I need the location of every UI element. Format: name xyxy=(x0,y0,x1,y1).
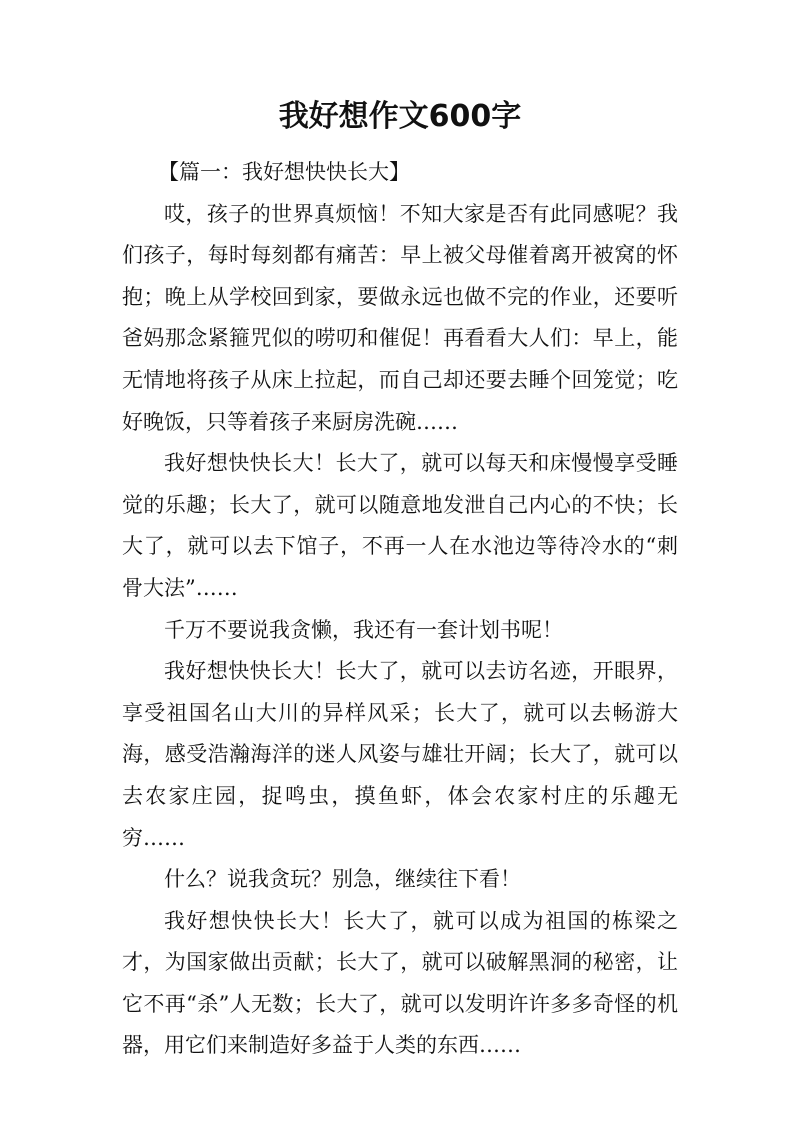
paragraph-3: 千万不要说我贪懒，我还有一套计划书呢！ xyxy=(164,617,563,642)
paragraph-6: 我好想快快长大！长大了，就可以成为祖国的栋梁之才，为国家做出贡献；长大了，就可以破解黑洞的秘密，让它不再“杀”人无数；长大了，就可以发明许许多多奇怪的机器，用它们来制造好多益于人类的东西…… xyxy=(122,908,678,1058)
document-title: 我好想作文600字 xyxy=(278,99,522,134)
section-heading: 【篇一：我好想快快长大】 xyxy=(158,160,410,184)
document-body xyxy=(122,152,678,1067)
paragraph-1: 哎，孩子的世界真烦恼！不知大家是否有此同感呢？我们孩子，每时每刻都有痛苦：早上被父母催着离开被窝的怀抱；晚上从学校回到家，要做永远也做不完的作业，还要听爸妈那念紧箍咒似的唠叨和催促！再看看大人们：早上，能无情地将孩子从床上拉起，而自己却还要去睡个回笼觉；吃好晚饭，只等着孩子来厨房洗碗…… xyxy=(122,201,678,434)
paragraph-4: 我好想快快长大！长大了，就可以去访名迹，开眼界，享受祖国名山大川的异样风采；长大了，就可以去畅游大海，感受浩瀚海洋的迷人风姿与雄壮开阔；长大了，就可以去农家庄园，捉鸣虫，摸鱼虾，体会农家村庄的乐趣无穷…… xyxy=(122,659,678,850)
paragraph-5: 什么？说我贪玩？别急，继续往下看！ xyxy=(164,867,521,892)
paragraph-2: 我好想快快长大！长大了，就可以每天和床慢慢享受睡觉的乐趣；长大了，就可以随意地发泄自己内心的不快；长大了，就可以去下馆子，不再一人在水池边等待冷水的“刺骨大法”…… xyxy=(122,451,678,600)
